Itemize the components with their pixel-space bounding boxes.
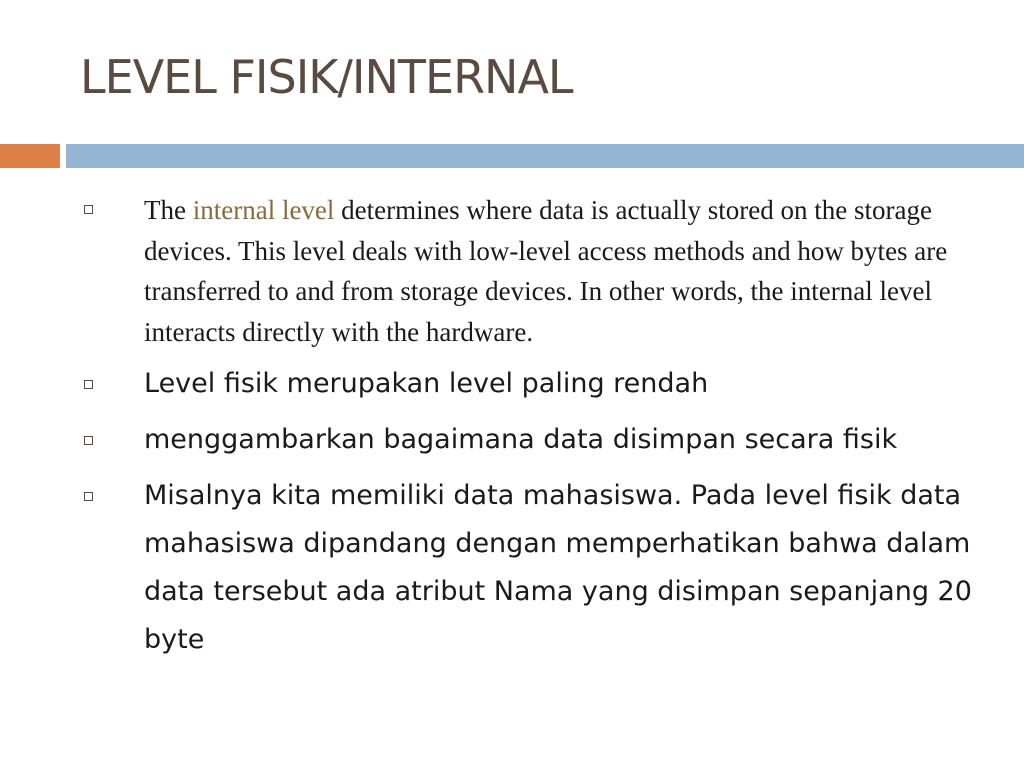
bullet-item-misalnya <box>84 472 974 664</box>
accent-bar-blue <box>66 144 1024 168</box>
bullet-text-before: The <box>144 195 193 225</box>
bullet-item-internal-level <box>84 190 974 352</box>
square-bullet-icon <box>84 492 93 501</box>
square-bullet-icon <box>84 205 93 214</box>
slide-title: LEVEL FISIK/INTERNAL <box>80 50 573 104</box>
square-bullet-icon <box>84 436 93 445</box>
bullet-text: Misalnya kita memiliki data mahasiswa. Pada level fisik data mahasiswa dipandang dengan memperhatikan bahwa dalam data tersebut ada atribut Nama yang disimpan sepanjang 20 byte <box>144 480 972 655</box>
bullet-list <box>84 190 974 672</box>
bullet-text: menggambarkan bagaimana data disimpan secara fisik <box>144 424 898 455</box>
square-bullet-icon <box>84 380 93 389</box>
highlighted-term: internal level <box>192 195 335 225</box>
bullet-item-level-fisik <box>84 360 974 408</box>
bullet-item-menggambarkan <box>84 416 974 464</box>
bullet-text-after: determines where data is actually stored on the storage devices. This level deals with low-level access methods and how bytes are transferred to and from storage devices. In other words, the internal level interacts directly with the hardware. <box>144 195 948 347</box>
accent-bar-orange <box>0 144 60 168</box>
bullet-text: Level fisik merupakan level paling rendah <box>144 368 709 399</box>
